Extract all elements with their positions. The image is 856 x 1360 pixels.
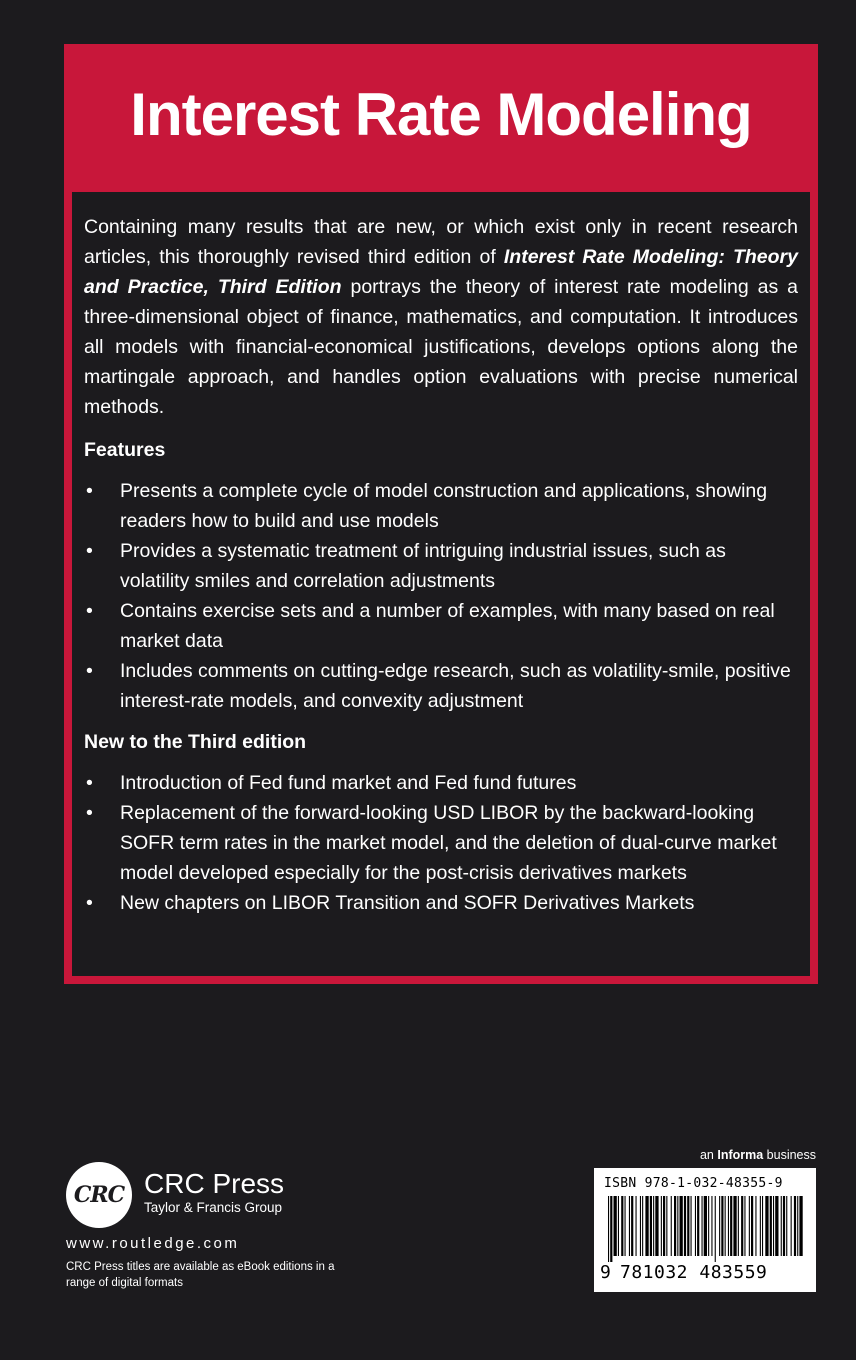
feature-item <box>84 476 798 536</box>
bullet-glyph: • <box>86 660 93 682</box>
barcode-bar <box>794 1196 796 1256</box>
barcode-bar <box>631 1196 633 1256</box>
barcode-bar <box>786 1196 787 1256</box>
intro-text-1: Containing many results that are new, or which exist only in recent research articles, this thoroughly revised third edition of <box>84 216 798 268</box>
barcode-bar <box>695 1196 696 1256</box>
barcode-bar <box>655 1196 658 1256</box>
title-frame <box>64 44 818 984</box>
barcode-bar <box>721 1196 723 1256</box>
isbn-label: ISBN 978-1-032-48355-9 <box>604 1176 783 1191</box>
bullet-glyph: • <box>86 772 93 794</box>
informa-tagline <box>600 1148 816 1162</box>
barcode-bar <box>760 1196 761 1256</box>
barcode-bar <box>781 1196 782 1256</box>
barcode-bar <box>744 1196 745 1256</box>
barcode-bar <box>621 1196 623 1256</box>
barcode-bar <box>728 1196 729 1256</box>
barcode-bar <box>697 1196 699 1256</box>
intro-paragraph <box>84 212 798 422</box>
feature-text: Provides a systematic treatment of intriguing industrial issues, such as volatility smiles and correlation adjustments <box>120 540 726 592</box>
barcode-bar <box>645 1196 648 1256</box>
publisher-name: CRC Press <box>144 1168 285 1199</box>
barcode-bar <box>625 1196 626 1256</box>
feature-text: Presents a complete cycle of model construction and applications, showing readers how to build and use models <box>120 480 768 532</box>
barcode-bar <box>677 1196 678 1256</box>
informa-suffix: business <box>763 1148 816 1162</box>
barcode-bar <box>671 1196 672 1256</box>
barcode-bar <box>755 1196 756 1256</box>
barcode-bar <box>791 1196 792 1256</box>
isbn-barcode <box>594 1168 816 1292</box>
barcode-bar <box>711 1196 712 1256</box>
barcode-bar <box>684 1196 686 1256</box>
new-edition-list <box>84 768 798 918</box>
barcode-bar <box>629 1196 630 1256</box>
barcode-bar <box>704 1196 707 1256</box>
bullet-glyph: • <box>86 540 93 562</box>
new-edition-heading: New to the Third edition <box>84 731 307 753</box>
barcode-bar <box>775 1196 778 1256</box>
barcode-bar <box>799 1196 802 1256</box>
bullet-glyph: • <box>86 802 93 824</box>
new-item-text: New chapters on LIBOR Transition and SOFR Derivatives Markets <box>120 892 695 914</box>
intro-book-title: Interest Rate Modeling: Theory and Practice, Third Edition <box>84 246 798 298</box>
barcode-bar <box>653 1196 654 1256</box>
crc-logo-icon <box>66 1162 132 1228</box>
barcode-bar <box>610 1196 612 1262</box>
barcode-bar <box>765 1196 768 1256</box>
barcode-bar <box>661 1196 662 1256</box>
barcode-bar <box>770 1196 772 1256</box>
intro-text-2: portrays the theory of interest rate modeling as a three-dimensional object of finance, mathematics, and computation. It introduces all models with financial-economical justifications, develops options along the martingale approach, and handles option evaluations with precise numerical methods. <box>84 276 798 418</box>
barcode-bar <box>691 1196 692 1256</box>
feature-item <box>84 596 798 656</box>
barcode-bar <box>702 1196 703 1256</box>
publisher-group: Taylor & Francis Group <box>144 1200 283 1215</box>
barcode-bar <box>715 1196 716 1262</box>
barcode-bar <box>751 1196 753 1256</box>
barcode-bar <box>783 1196 785 1256</box>
feature-text: Includes comments on cutting-edge research, such as volatility-smile, positive interest-rate models, and convexity adjustment <box>120 660 791 712</box>
barcode-bar <box>674 1196 676 1256</box>
barcode-bar <box>680 1196 683 1256</box>
new-item <box>84 798 798 888</box>
new-item <box>84 768 798 798</box>
bullet-glyph: • <box>86 480 93 502</box>
features-list <box>84 476 798 716</box>
new-item <box>84 888 798 918</box>
barcode-bar <box>666 1196 667 1256</box>
crc-logo-text: CRC <box>73 1182 125 1208</box>
publisher-website: www.routledge.com <box>66 1235 240 1252</box>
new-item-text: Introduction of Fed fund market and Fed fund futures <box>120 772 577 794</box>
barcode-bar <box>719 1196 720 1256</box>
barcode-bar <box>749 1196 750 1256</box>
barcode-bar <box>650 1196 652 1256</box>
informa-brand: Informa <box>717 1148 764 1162</box>
barcode-bar <box>733 1196 736 1256</box>
new-item-text: Replacement of the forward-looking USD LIBOR by the backward-looking SOFR term rates in the market model, and the deletion of dual-curve market model developed especially for the post-crisis derivatives markets <box>120 802 777 884</box>
barcode-bar <box>738 1196 739 1256</box>
barcode-bar <box>618 1196 619 1256</box>
barcode-bar <box>741 1196 743 1256</box>
feature-item <box>84 536 798 596</box>
barcode-bar <box>663 1196 665 1256</box>
barcode-icon <box>608 1196 804 1262</box>
barcode-bar <box>614 1196 617 1256</box>
barcode-bar <box>730 1196 732 1256</box>
informa-prefix: an <box>699 1148 718 1162</box>
feature-item <box>84 656 798 716</box>
barcode-bar <box>773 1196 774 1256</box>
description-panel <box>72 192 810 976</box>
barcode-bar <box>797 1196 798 1256</box>
bullet-glyph: • <box>86 600 93 622</box>
barcode-bar <box>687 1196 689 1256</box>
barcode-first-digit: 9 <box>600 1262 611 1283</box>
barcode-bar <box>640 1196 641 1256</box>
ebook-note: CRC Press titles are available as eBook editions in a range of digital formats <box>66 1261 335 1289</box>
feature-text: Contains exercise sets and a number of examples, with many based on real market data <box>120 600 775 652</box>
book-title: Interest Rate Modeling <box>130 81 752 148</box>
barcode-bar <box>642 1196 643 1256</box>
bullet-glyph: • <box>86 892 93 914</box>
features-heading: Features <box>84 439 166 461</box>
barcode-bar <box>725 1196 726 1256</box>
barcode-bar <box>636 1196 637 1256</box>
barcode-bar <box>708 1196 709 1256</box>
barcode-bar <box>608 1196 609 1262</box>
barcode-bar <box>762 1196 763 1256</box>
barcode-digits: 781032 483559 <box>620 1262 768 1283</box>
